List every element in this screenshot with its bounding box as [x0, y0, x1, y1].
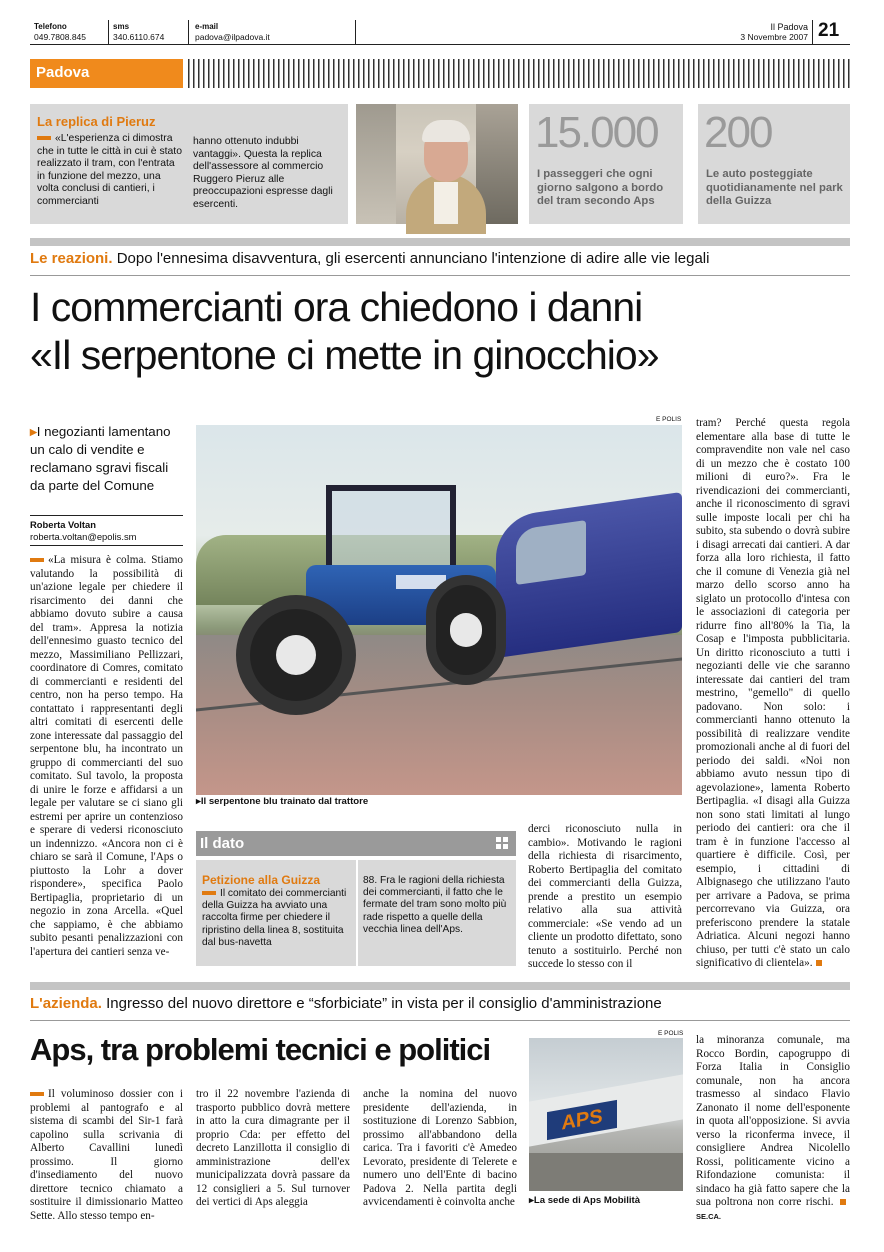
dato-divider — [356, 860, 358, 966]
photo-credit: E POLIS — [656, 416, 682, 423]
square-icon — [840, 1199, 846, 1205]
headline-1 — [30, 283, 870, 379]
pieruz-photo — [356, 104, 518, 224]
byline-name: Roberta Voltan — [30, 519, 96, 530]
headline-1-line2: «Il serpentone ci mette in ginocchio» — [30, 332, 659, 378]
header-email — [195, 22, 270, 44]
dato-text1: Il comitato dei commercianti della Guizza ha avviato una raccolta firme per chiedere il ripristino della linea 8, sostituita dal bus-navetta — [202, 888, 347, 948]
paper-name: Il Padova — [770, 22, 808, 32]
email-value: padova@ilpadova.it — [195, 32, 270, 42]
dato-col2: 88. Fra le ragioni della richiesta dei commercianti, il fatto che le fermate del tram sono molto più rade rispetto a quelle della vecchia linea dell'Aps. — [363, 875, 507, 935]
replica-text1: «L'esperienza ci dimostra che in tutte le città in cui è stato realizzato il tram, con l'entrata in funzione del mezzo, una volta conclusi di cantieri, i commercianti — [37, 133, 182, 207]
rule — [30, 1020, 850, 1021]
divider — [188, 20, 189, 44]
article2-text4: la minoranza comunale, ma Rocco Bordin, capogruppo di Forza Italia in Consiglio comunale, non ha ancora trasmesso al sindaco Flavio Zanonato il nome dell'esponente in quota all'opposizione. Si avvia verso la riconferma invece, il consigliere Andrea Nicolello Rossi, politicamente vicino a Rifondazione comunista: il sindaco ha già fatto sapere che la sua poltrona non corre rischi. — [696, 1034, 850, 1208]
dato-title: Il dato — [200, 835, 245, 852]
square-icon — [30, 1092, 44, 1096]
summary — [30, 423, 185, 495]
photo2-caption-text: La sede di Aps Mobilità — [533, 1195, 641, 1206]
article2-col4 — [696, 1034, 850, 1221]
grid-icon — [496, 837, 508, 849]
dato-col1 — [202, 888, 352, 949]
aps-photo — [529, 1038, 683, 1191]
divider — [812, 20, 813, 44]
kicker-text-2: Ingresso del nuovo direttore e “sforbiciate” in vista per il consiglio d'amministrazione — [106, 995, 662, 1012]
kicker-band-1 — [30, 238, 850, 246]
divider — [355, 20, 356, 44]
article2-col1 — [30, 1088, 183, 1222]
stat-number-1: 15.000 — [535, 108, 658, 157]
summary-text: I negozianti lamentano un calo di vendite e reclamano sgravi fiscali da parte del Comune — [30, 424, 171, 493]
sms-value: 340.6110.674 — [113, 32, 165, 42]
headline-2: Aps, tra problemi tecnici e politici — [30, 1032, 491, 1067]
stat-number-2: 200 — [704, 108, 772, 157]
kicker-band-2 — [30, 982, 850, 990]
tractor-photo — [196, 425, 682, 793]
section-stripes — [188, 59, 850, 88]
byline-email: roberta.voltan@epolis.sm — [30, 530, 137, 542]
dato-subtitle: Petizione alla Guizza — [202, 873, 321, 887]
issue-date: 3 Novembre 2007 — [740, 32, 808, 42]
phone-label: Telefono — [34, 22, 67, 31]
article1-text1: «La misura è colma. Stiamo valutando la possibilità di un'azione legale per chiedere il risarcimento dei danni che abbiamo dovuto subire a causa del tram». Appresa la notizia dell'ennesimo guasto tecnico del mezzo, Massimiliano Pellizzari, coordinatore di Comres, comitato di commercianti e residenti del centro, non ha perso tempo. Ha contattato i rappresentanti degli altri comitati di esercenti delle zone interessate dal passaggio del serpentone blu, ha incontrato un gruppo di commercianti del suo comitato. Sul tavolo, la proposta di unire le forze e affidarsi a un legale per valutare se ci siano gli estremi per aprire un contenzioso e sperare di vedersi riconosciuto un indennizzo. «Ancora non ci è chiaro se sarà il Comune, l'Aps o piuttosto la Lohr a dover rispondere», specifica Paolo Bertipaglia, proprietario di un negozio in zona Arcella. «Quel che sappiamo, è che abbiamo subito pesanti penalizzazioni con l'apertura dei cantieri senza ve- — [30, 554, 183, 958]
photo2-caption — [529, 1195, 640, 1206]
kicker-label-1: Le reazioni. — [30, 250, 113, 267]
article1-col4 — [696, 417, 850, 969]
replica-title: La replica di Pieruz — [37, 114, 156, 129]
replica-col1 — [37, 133, 183, 208]
stat-box-1 — [529, 104, 683, 224]
arrow-icon: ▸ — [30, 424, 37, 439]
stat-text-1: I passeggeri che ogni giorno salgono a bordo del tram secondo Aps — [537, 168, 664, 207]
photo-caption — [196, 796, 368, 807]
headline-1-line1: I commercianti ora chiedono i danni — [30, 284, 643, 330]
photo-caption-text: Il serpentone blu trainato dal trattore — [200, 796, 369, 807]
kicker-2 — [30, 995, 860, 1012]
sms-label: sms — [113, 22, 130, 31]
rule — [30, 515, 183, 516]
rule — [30, 545, 183, 546]
divider — [108, 20, 109, 44]
phone-value: 049.7808.845 — [34, 32, 86, 42]
article2-text1: Il voluminoso dossier con i problemi al pantografo e al sistema di scambi del Sir-1 farà capolino sulla scrivania di Alberto Cavallini lunedì prossimo. Il giorno d'insediamento del nuovo direttore tecnico chiamato a sostituire il dimissionario Matteo Sette. Allo stesso tempo en- — [30, 1088, 183, 1222]
article1-col1 — [30, 554, 183, 976]
header-sms — [113, 22, 164, 44]
article2-col2: tro il 22 novembre l'azienda di trasporto pubblico dovrà mettere in atto la cura dimagrante per il proprio Cda: per effetto del decreto Lanzillotta il consiglio di amministrazione dell'ex municipalizzata dovrà passare da 12 consiglieri a 5. Sul turnover dei vertici di Aps aleggia — [196, 1088, 350, 1208]
dato-header — [196, 831, 516, 856]
photo2-credit: E POLIS — [658, 1030, 684, 1037]
square-icon — [30, 558, 44, 562]
kicker-text-1: Dopo l'ennesima disavventura, gli esercenti annunciano l'intenzione di adire alle vie legali — [116, 250, 710, 267]
square-icon — [816, 960, 822, 966]
kicker-label-2: L'azienda. — [30, 995, 102, 1012]
square-icon — [37, 136, 51, 140]
aps-sign: APS — [547, 1100, 617, 1140]
replica-col2: hanno ottenuto indubbi vantaggi». Questa la replica dell'assessore al commercio Ruggero Pieruz alle preoccupazioni espresse dagli esercenti. — [193, 136, 333, 210]
arrow-icon: ▸ — [529, 1195, 534, 1206]
article2-col3: anche la nomina del nuovo presidente dell'azienda, in sostituzione di Lorenzo Sabbion, prossimo all'abbandono della carica. Tra i favoriti c'è Amedeo Levorato, presidente di Telerete e numero uno dell'Ente di bacino Padova 2. Nella partita degli avvicendamenti è coinvolta anche — [363, 1088, 517, 1208]
section-tab — [30, 59, 183, 88]
rule — [30, 275, 850, 276]
stat-box-2 — [698, 104, 850, 224]
article1-col3: derci riconosciuto nulla in cambio». Motivando le ragioni della richiesta di risarcimento, Roberto Bertipaglia del comitato dei commercianti della Guizza, prende a prestito un esempio relativo alla sua attività commerciale: «Se vendo ad un cliente un prodotto difettato, sono tenuto a sostituirlo. Perché non succede lo stesso con il — [528, 823, 682, 970]
header-paper — [700, 22, 808, 44]
section-title: Padova — [36, 64, 90, 81]
byline — [30, 519, 136, 542]
header-rule — [30, 44, 850, 45]
email-label: e-mail — [195, 22, 219, 31]
arrow-icon: ▸ — [196, 796, 201, 807]
square-icon — [202, 891, 216, 895]
stat-text-2: Le auto posteggiate quotidianamente nel park della Guizza — [706, 168, 843, 207]
article2-sign: SE.CA. — [696, 1211, 722, 1221]
page-number: 21 — [818, 20, 840, 41]
header-phone — [34, 22, 86, 44]
kicker-1 — [30, 250, 850, 267]
article1-text4: tram? Perché questa regola elementare alla base di tutte le compravendite non vale nel caso di un mezzo che è costato 100 milioni di euro?». Fra le rivendicazioni dei commercianti, anche il riconoscimento di sgravi sulle imposte locali per chi ha subito, sta subendo o dovrà subire i disagi arrecati dai cantieri. A dar forza alla loro richiesta, il fatto che il comune di Venezia già nel marzo dello scorso anno ha siglato un protocollo d'intesa con le associazioni di categoria per ridurre fino all'80% la Tia, la Cosap e l'imposta pubblicitaria. Un diritto riconosciuto a tutti i negozianti delle vie che saranno interessate dai cantieri del tram mestrino, "gemello" di quello padovano. Non solo: i commercianti hanno ottenuto la possibilità di realizzare vendite promozionali anche al di fuori del periodo dei saldi. «Noi non abbiamo avuto nessun tipo di agevolazione», lamenta Roberto Bertipaglia. «I disagi alla Guizza non sono stati limitati al lungo periodo dei cantieri: ora che il tram è in funzione l'accesso al quartiere è difficile. Così, per esempio, i cittadini di Albignasego che utilizzano l'auto per arrivare a Padova, se prima percorrevano via Guizza, ora preferiscono prendere la statale Adriatica. Alcuni negozi hanno chiuso, per tutti c'è stato un calo significativo di clientela». — [696, 417, 850, 969]
